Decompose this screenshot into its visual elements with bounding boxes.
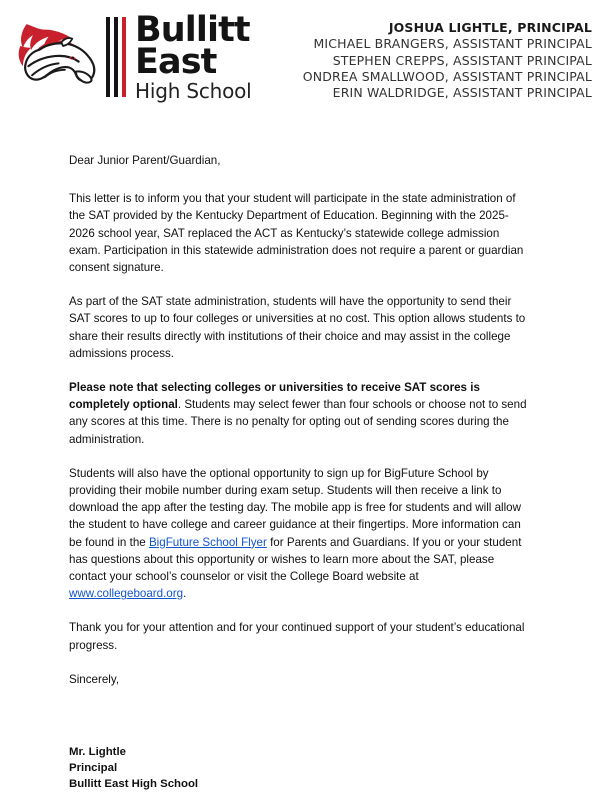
bigfuture-school-flyer-link[interactable]: BigFuture School Flyer — [148, 535, 267, 549]
collegeboard-website-link[interactable]: www.collegeboard.org — [69, 587, 184, 601]
administrator-assistant-1: MICHAEL BRANGERS, ASSISTANT PRINCIPAL — [313, 36, 592, 52]
signature-name: Mr. Lightle — [69, 746, 126, 759]
letter-paragraph-2: As part of the SAT state administration, students will have the opportunity to send their SAT scores to up to four colleges or universities at no cost. This option allows students to share their results directly with institutions of their choice and may assist in the college admissions process. — [69, 295, 526, 360]
letter-paragraph-5: Thank you for your attention and for your continued support of your student’s educational progress. — [69, 621, 525, 652]
charging-horse-mascot-icon — [8, 15, 100, 99]
letter-paragraph-4-text-a: Students will also have the optional opportunity to sign up for BigFuture School by providing their mobile number during exam setup. Students will then receive a link to download the app after the testing day. The mobile app is free for students and will allow the student to have college and career guidance at their fingertips. More information can be found in the — [69, 466, 521, 549]
brand-rules — [106, 17, 126, 97]
administrator-assistant-2: STEPHEN CREPPS, ASSISTANT PRINCIPAL — [332, 52, 592, 68]
brand-rule-black-1 — [106, 17, 110, 97]
letter-paragraph-3-emphasis: Please note that selecting colleges or universities to receive SAT scores is completely optional — [69, 381, 480, 412]
signature-school: Bullitt East High School — [69, 778, 199, 791]
brand-rule-black-2 — [114, 17, 118, 97]
signature-block — [69, 744, 531, 792]
letter-closing: Sincerely, — [69, 672, 120, 686]
administrator-assistant-4: ERIN WALDRIDGE, ASSISTANT PRINCIPAL — [332, 85, 592, 100]
letter-paragraph-1: This letter is to inform you that your student will participate in the state administration of the SAT provided by the Kentucky Department of Education. Beginning with the 2025-2026 school year, SAT replaced the ACT as Kentucky’s statewide college admission exam. Participation in this statewide administration does not require a parent or guardian consent signature. — [69, 192, 524, 275]
letterhead — [0, 0, 609, 126]
administrator-principal: JOSHUA LIGHTLE, PRINCIPAL — [388, 20, 592, 35]
letter-paragraph-3 — [69, 379, 531, 448]
letter-salutation: Dear Junior Parent/Guardian, — [69, 154, 221, 167]
letter-paragraph-3-remainder: . Students may select fewer than four schools or choose not to send any scores at this time. There is no penalty for opting out of sending scores during the administration. — [69, 398, 527, 446]
school-name-line-3: High School — [135, 79, 252, 104]
letter-paragraph-4 — [69, 465, 531, 603]
signature-title: Principal — [69, 762, 118, 775]
brand-rule-red — [122, 17, 126, 97]
administrator-assistant-3: ONDREA SMALLWOOD, ASSISTANT PRINCIPAL — [302, 68, 592, 84]
letter-paragraph-4-text-b: for Parents and Guardians. If you or your student has questions about this opportunity or wishes to learn more about the SAT, please contact your school’s counselor or visit the College Board website at — [69, 535, 522, 584]
letter-body — [69, 152, 531, 792]
administrator-list — [303, 20, 592, 101]
school-name-line-2: East — [135, 42, 217, 83]
school-wordmark — [135, 10, 252, 104]
school-brand-lockup — [8, 10, 252, 104]
school-name-line-1: Bullitt — [135, 10, 250, 50]
letter-paragraph-4-text-c: . — [183, 587, 187, 601]
